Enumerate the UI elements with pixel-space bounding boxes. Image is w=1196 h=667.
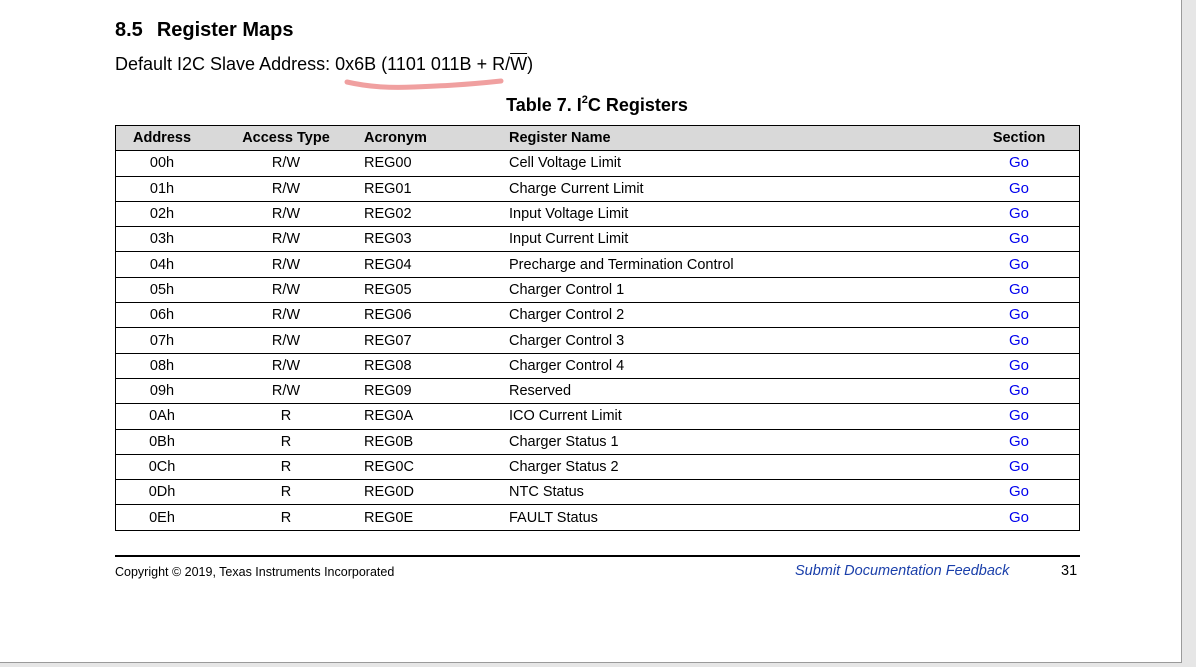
cell-section <box>939 505 1080 530</box>
cell-address: 02h <box>116 201 209 226</box>
go-link[interactable]: Go <box>1008 407 1029 425</box>
go-link[interactable]: Go <box>1008 179 1029 197</box>
cell-acronym: REG06 <box>364 303 509 328</box>
cell-acronym: REG01 <box>364 176 509 201</box>
cell-address: 03h <box>116 227 209 252</box>
annotation-underline-mark <box>344 74 504 92</box>
cell-register-name: ICO Current Limit <box>509 404 939 429</box>
header-acronym: Acronym <box>364 126 509 151</box>
table-row <box>116 404 1080 429</box>
cell-register-name: Charger Control 2 <box>509 303 939 328</box>
cell-section <box>939 201 1080 226</box>
header-register-name: Register Name <box>509 126 939 151</box>
slave-address-line <box>115 54 533 75</box>
cell-section <box>939 480 1080 505</box>
footer-copyright: Copyright © 2019, Texas Instruments Incorporated <box>115 565 395 579</box>
go-link[interactable]: Go <box>1008 306 1029 324</box>
cell-section <box>939 227 1080 252</box>
cell-access: R/W <box>208 378 364 403</box>
go-link[interactable]: Go <box>1008 154 1029 172</box>
cell-acronym: REG08 <box>364 353 509 378</box>
cell-access: R/W <box>208 176 364 201</box>
cell-address: 01h <box>116 176 209 201</box>
cell-register-name: Charger Status 2 <box>509 454 939 479</box>
cell-address: 0Eh <box>116 505 209 530</box>
cell-access: R/W <box>208 227 364 252</box>
table-row <box>116 151 1080 176</box>
go-link[interactable]: Go <box>1008 356 1029 374</box>
table-row <box>116 480 1080 505</box>
cell-acronym: REG02 <box>364 201 509 226</box>
table-row <box>116 176 1080 201</box>
page-number: 31 <box>1061 563 1078 579</box>
cell-access: R/W <box>208 353 364 378</box>
cell-address: 0Dh <box>116 480 209 505</box>
cell-register-name: FAULT Status <box>509 505 939 530</box>
cell-section <box>939 176 1080 201</box>
cell-address: 05h <box>116 277 209 302</box>
cell-access: R/W <box>208 151 364 176</box>
cell-register-name: NTC Status <box>509 480 939 505</box>
cell-access: R/W <box>208 328 364 353</box>
cell-section <box>939 303 1080 328</box>
section-title: Register Maps <box>156 19 294 41</box>
cell-register-name: Input Current Limit <box>509 227 939 252</box>
header-section: Section <box>939 126 1080 151</box>
cell-section <box>939 328 1080 353</box>
cell-section <box>939 404 1080 429</box>
cell-acronym: REG0A <box>364 404 509 429</box>
cell-section <box>939 429 1080 454</box>
slave-address-rw-prefix: + R/ <box>471 54 511 74</box>
section-heading <box>115 19 294 42</box>
cell-access: R <box>208 404 364 429</box>
go-link[interactable]: Go <box>1008 280 1029 298</box>
cell-register-name: Charge Current Limit <box>509 176 939 201</box>
table-row <box>116 227 1080 252</box>
table-row <box>116 328 1080 353</box>
go-link[interactable]: Go <box>1008 331 1029 349</box>
table-row <box>116 505 1080 530</box>
cell-address: 09h <box>116 378 209 403</box>
go-link[interactable]: Go <box>1008 483 1029 501</box>
cell-acronym: REG0E <box>364 505 509 530</box>
go-link[interactable]: Go <box>1008 432 1029 450</box>
cell-address: 08h <box>116 353 209 378</box>
slave-address-w-bar: $\overline{W}$ <box>510 54 528 74</box>
footer-divider <box>115 555 1080 557</box>
cell-access: R <box>208 454 364 479</box>
go-link[interactable]: Go <box>1008 255 1029 273</box>
cell-acronym: REG07 <box>364 328 509 353</box>
cell-acronym: REG03 <box>364 227 509 252</box>
cell-acronym: REG05 <box>364 277 509 302</box>
table-row <box>116 303 1080 328</box>
cell-acronym: REG0D <box>364 480 509 505</box>
header-access-type: Access Type <box>208 126 364 151</box>
cell-acronym: REG09 <box>364 378 509 403</box>
cell-section <box>939 353 1080 378</box>
header-address: Address <box>116 126 209 151</box>
cell-acronym: REG0B <box>364 429 509 454</box>
cell-section <box>939 378 1080 403</box>
table-header-row <box>116 126 1080 151</box>
go-link[interactable]: Go <box>1008 382 1029 400</box>
cell-register-name: Input Voltage Limit <box>509 201 939 226</box>
cell-section <box>939 454 1080 479</box>
cell-acronym: REG00 <box>364 151 509 176</box>
cell-access: R <box>208 480 364 505</box>
cell-acronym: REG04 <box>364 252 509 277</box>
table-caption: Table 7. $I^2C$ Registers <box>506 94 688 115</box>
cell-section <box>939 252 1080 277</box>
cell-address: 06h <box>116 303 209 328</box>
slave-address-value: 0x6B (1101 011B <box>335 54 472 74</box>
cell-access: R/W <box>208 303 364 328</box>
go-link[interactable]: Go <box>1008 458 1029 475</box>
go-link[interactable]: Go <box>1008 230 1029 248</box>
table-row <box>116 353 1080 378</box>
cell-register-name: Precharge and Termination Control <box>509 252 939 277</box>
table-row <box>116 378 1080 403</box>
cell-access: R <box>208 505 364 530</box>
section-number: 8.5 <box>115 19 143 41</box>
cell-register-name: Cell Voltage Limit <box>509 151 939 176</box>
cell-register-name: Charger Control 1 <box>509 277 939 302</box>
cell-access: R/W <box>208 201 364 226</box>
cell-address: 0Ah <box>116 404 209 429</box>
cell-register-name: Charger Control 3 <box>509 328 939 353</box>
cell-access: R/W <box>208 277 364 302</box>
go-link[interactable]: Go <box>1008 205 1029 223</box>
cell-register-name: Charger Control 4 <box>509 353 939 378</box>
submit-feedback-link[interactable]: Submit Documentation Feedback <box>795 563 1010 579</box>
cell-section <box>939 151 1080 176</box>
table-row <box>116 252 1080 277</box>
cell-acronym: REG0C <box>364 454 509 479</box>
cell-address: 00h <box>116 151 209 176</box>
cell-register-name: Charger Status 1 <box>509 429 939 454</box>
cell-address: 07h <box>116 328 209 353</box>
cell-section <box>939 277 1080 302</box>
cell-address: 0Bh <box>116 429 209 454</box>
table-row <box>116 201 1080 226</box>
cell-access: R/W <box>208 252 364 277</box>
cell-address: 0Ch <box>116 454 209 479</box>
slave-address-prefix: Default I2C Slave Address: <box>115 54 336 74</box>
cell-access: R <box>208 429 364 454</box>
table-row <box>116 277 1080 302</box>
register-table <box>115 125 1080 531</box>
go-link[interactable]: Go <box>1008 508 1029 526</box>
cell-address: 04h <box>116 252 209 277</box>
slave-address-close: ) <box>527 54 534 74</box>
table-row <box>116 454 1080 479</box>
table-row <box>116 429 1080 454</box>
cell-register-name: Reserved <box>509 378 939 403</box>
